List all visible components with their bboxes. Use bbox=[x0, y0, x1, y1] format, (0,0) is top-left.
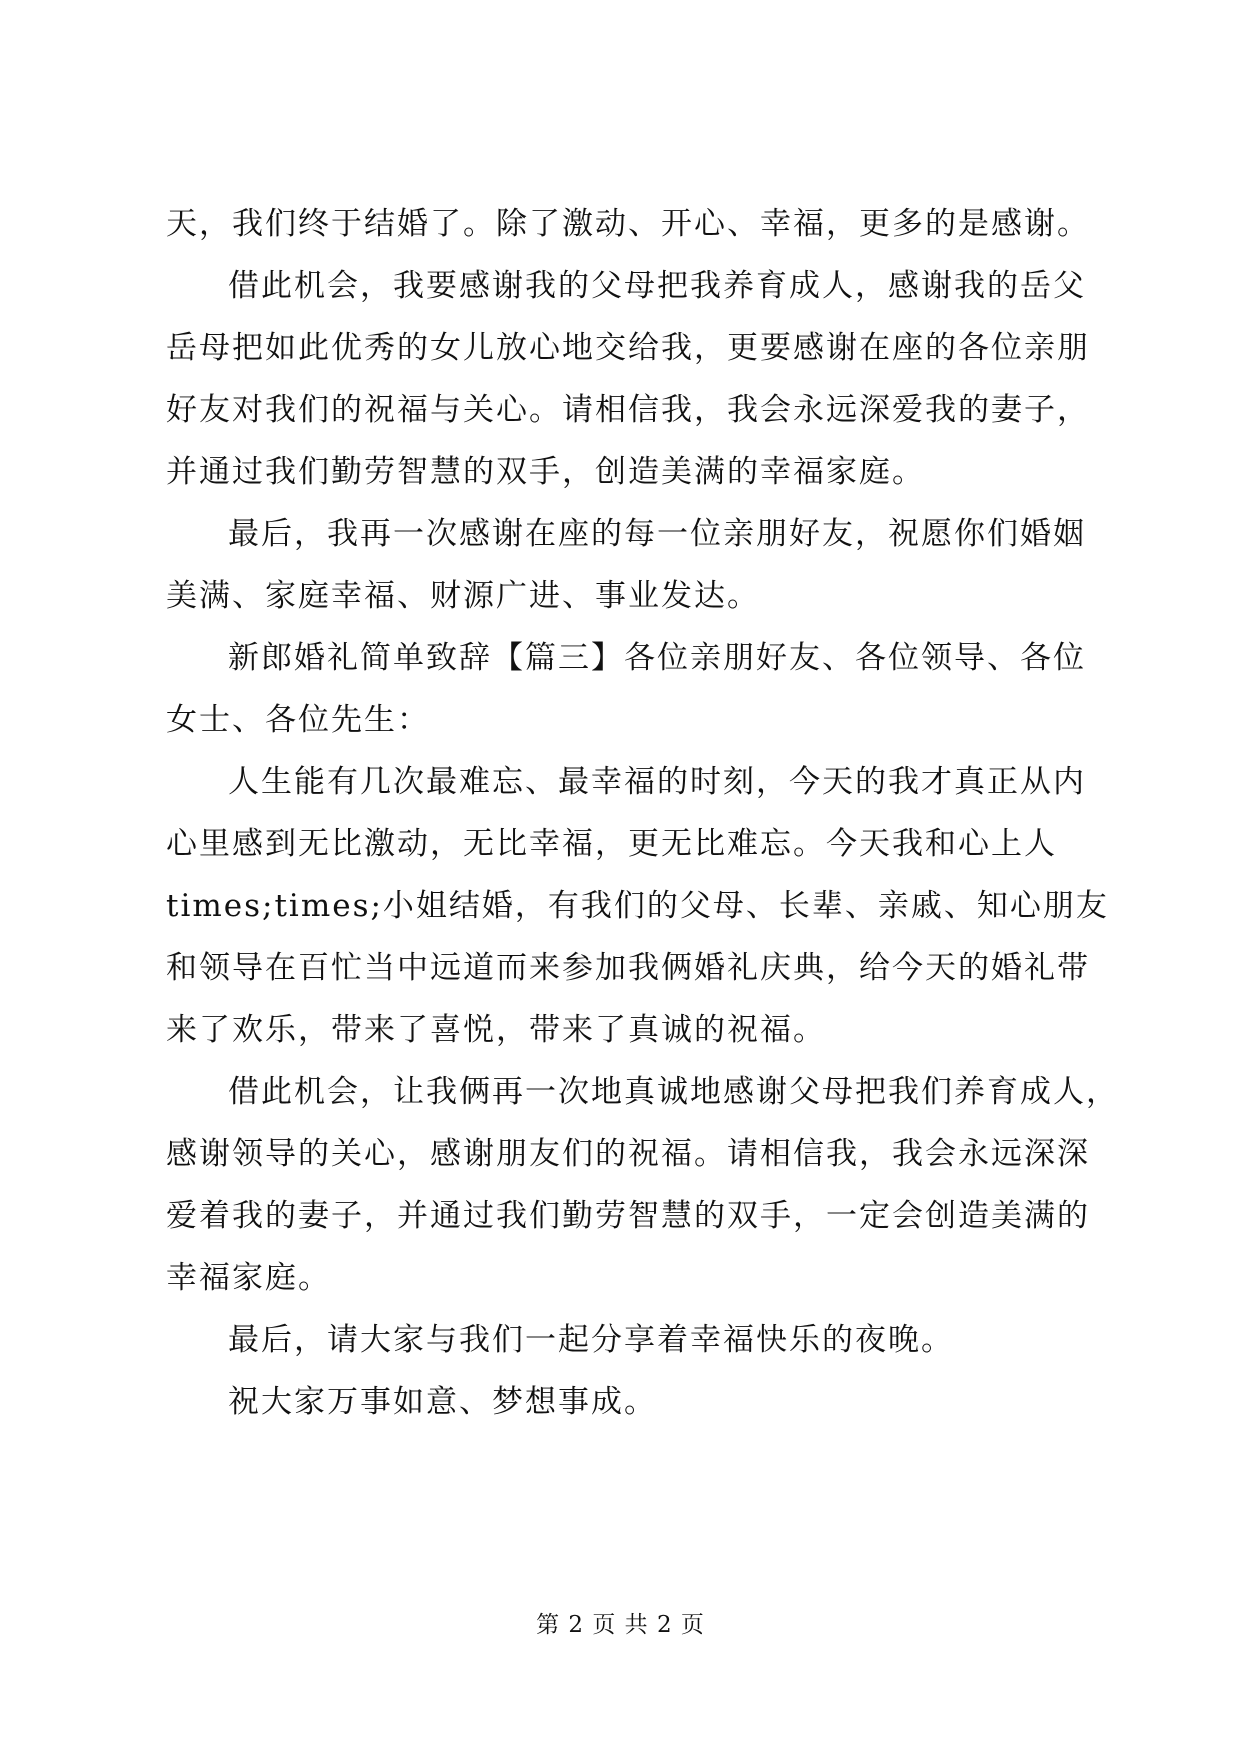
text-line: 岳母把如此优秀的女儿放心地交给我，更要感谢在座的各位亲朋 bbox=[166, 330, 1090, 366]
text-line: times;times;小姐结婚，有我们的父母、长辈、亲戚、知心朋友 bbox=[166, 888, 1109, 924]
text-line: 新郎婚礼简单致辞【篇三】各位亲朋好友、各位领导、各位 bbox=[228, 640, 1086, 676]
text-line: 爱着我的妻子，并通过我们勤劳智慧的双手，一定会创造美满的 bbox=[166, 1198, 1090, 1234]
text-line: 好友对我们的祝福与关心。请相信我，我会永远深爱我的妻子， bbox=[166, 392, 1090, 428]
text-line: 幸福家庭。 bbox=[166, 1260, 331, 1296]
text-line: 感谢领导的关心，感谢朋友们的祝福。请相信我，我会永远深深 bbox=[166, 1136, 1090, 1172]
text-line: 最后，我再一次感谢在座的每一位亲朋好友，祝愿你们婚姻 bbox=[228, 516, 1086, 552]
text-line: 祝大家万事如意、梦想事成。 bbox=[228, 1384, 657, 1420]
page-footer: 第 2 页 共 2 页 bbox=[536, 1612, 705, 1638]
text-line: 最后，请大家与我们一起分享着幸福快乐的夜晚。 bbox=[228, 1322, 954, 1358]
text-line: 并通过我们勤劳智慧的双手，创造美满的幸福家庭。 bbox=[166, 454, 925, 490]
text-line: 天，我们终于结婚了。除了激动、开心、幸福，更多的是感谢。 bbox=[166, 206, 1090, 242]
text-line: 借此机会，我要感谢我的父母把我养育成人，感谢我的岳父 bbox=[228, 268, 1086, 304]
text-line: 来了欢乐，带来了喜悦，带来了真诚的祝福。 bbox=[166, 1012, 826, 1048]
text-line: 美满、家庭幸福、财源广进、事业发达。 bbox=[166, 578, 760, 614]
text-line: 借此机会，让我俩再一次地真诚地感谢父母把我们养育成人， bbox=[228, 1074, 1119, 1110]
text-line: 心里感到无比激动，无比幸福，更无比难忘。今天我和心上人 bbox=[166, 826, 1057, 862]
text-line: 人生能有几次最难忘、最幸福的时刻，今天的我才真正从内 bbox=[228, 764, 1086, 800]
text-line: 女士、各位先生： bbox=[166, 702, 430, 738]
text-line: 和领导在百忙当中远道而来参加我俩婚礼庆典，给今天的婚礼带 bbox=[166, 950, 1090, 986]
